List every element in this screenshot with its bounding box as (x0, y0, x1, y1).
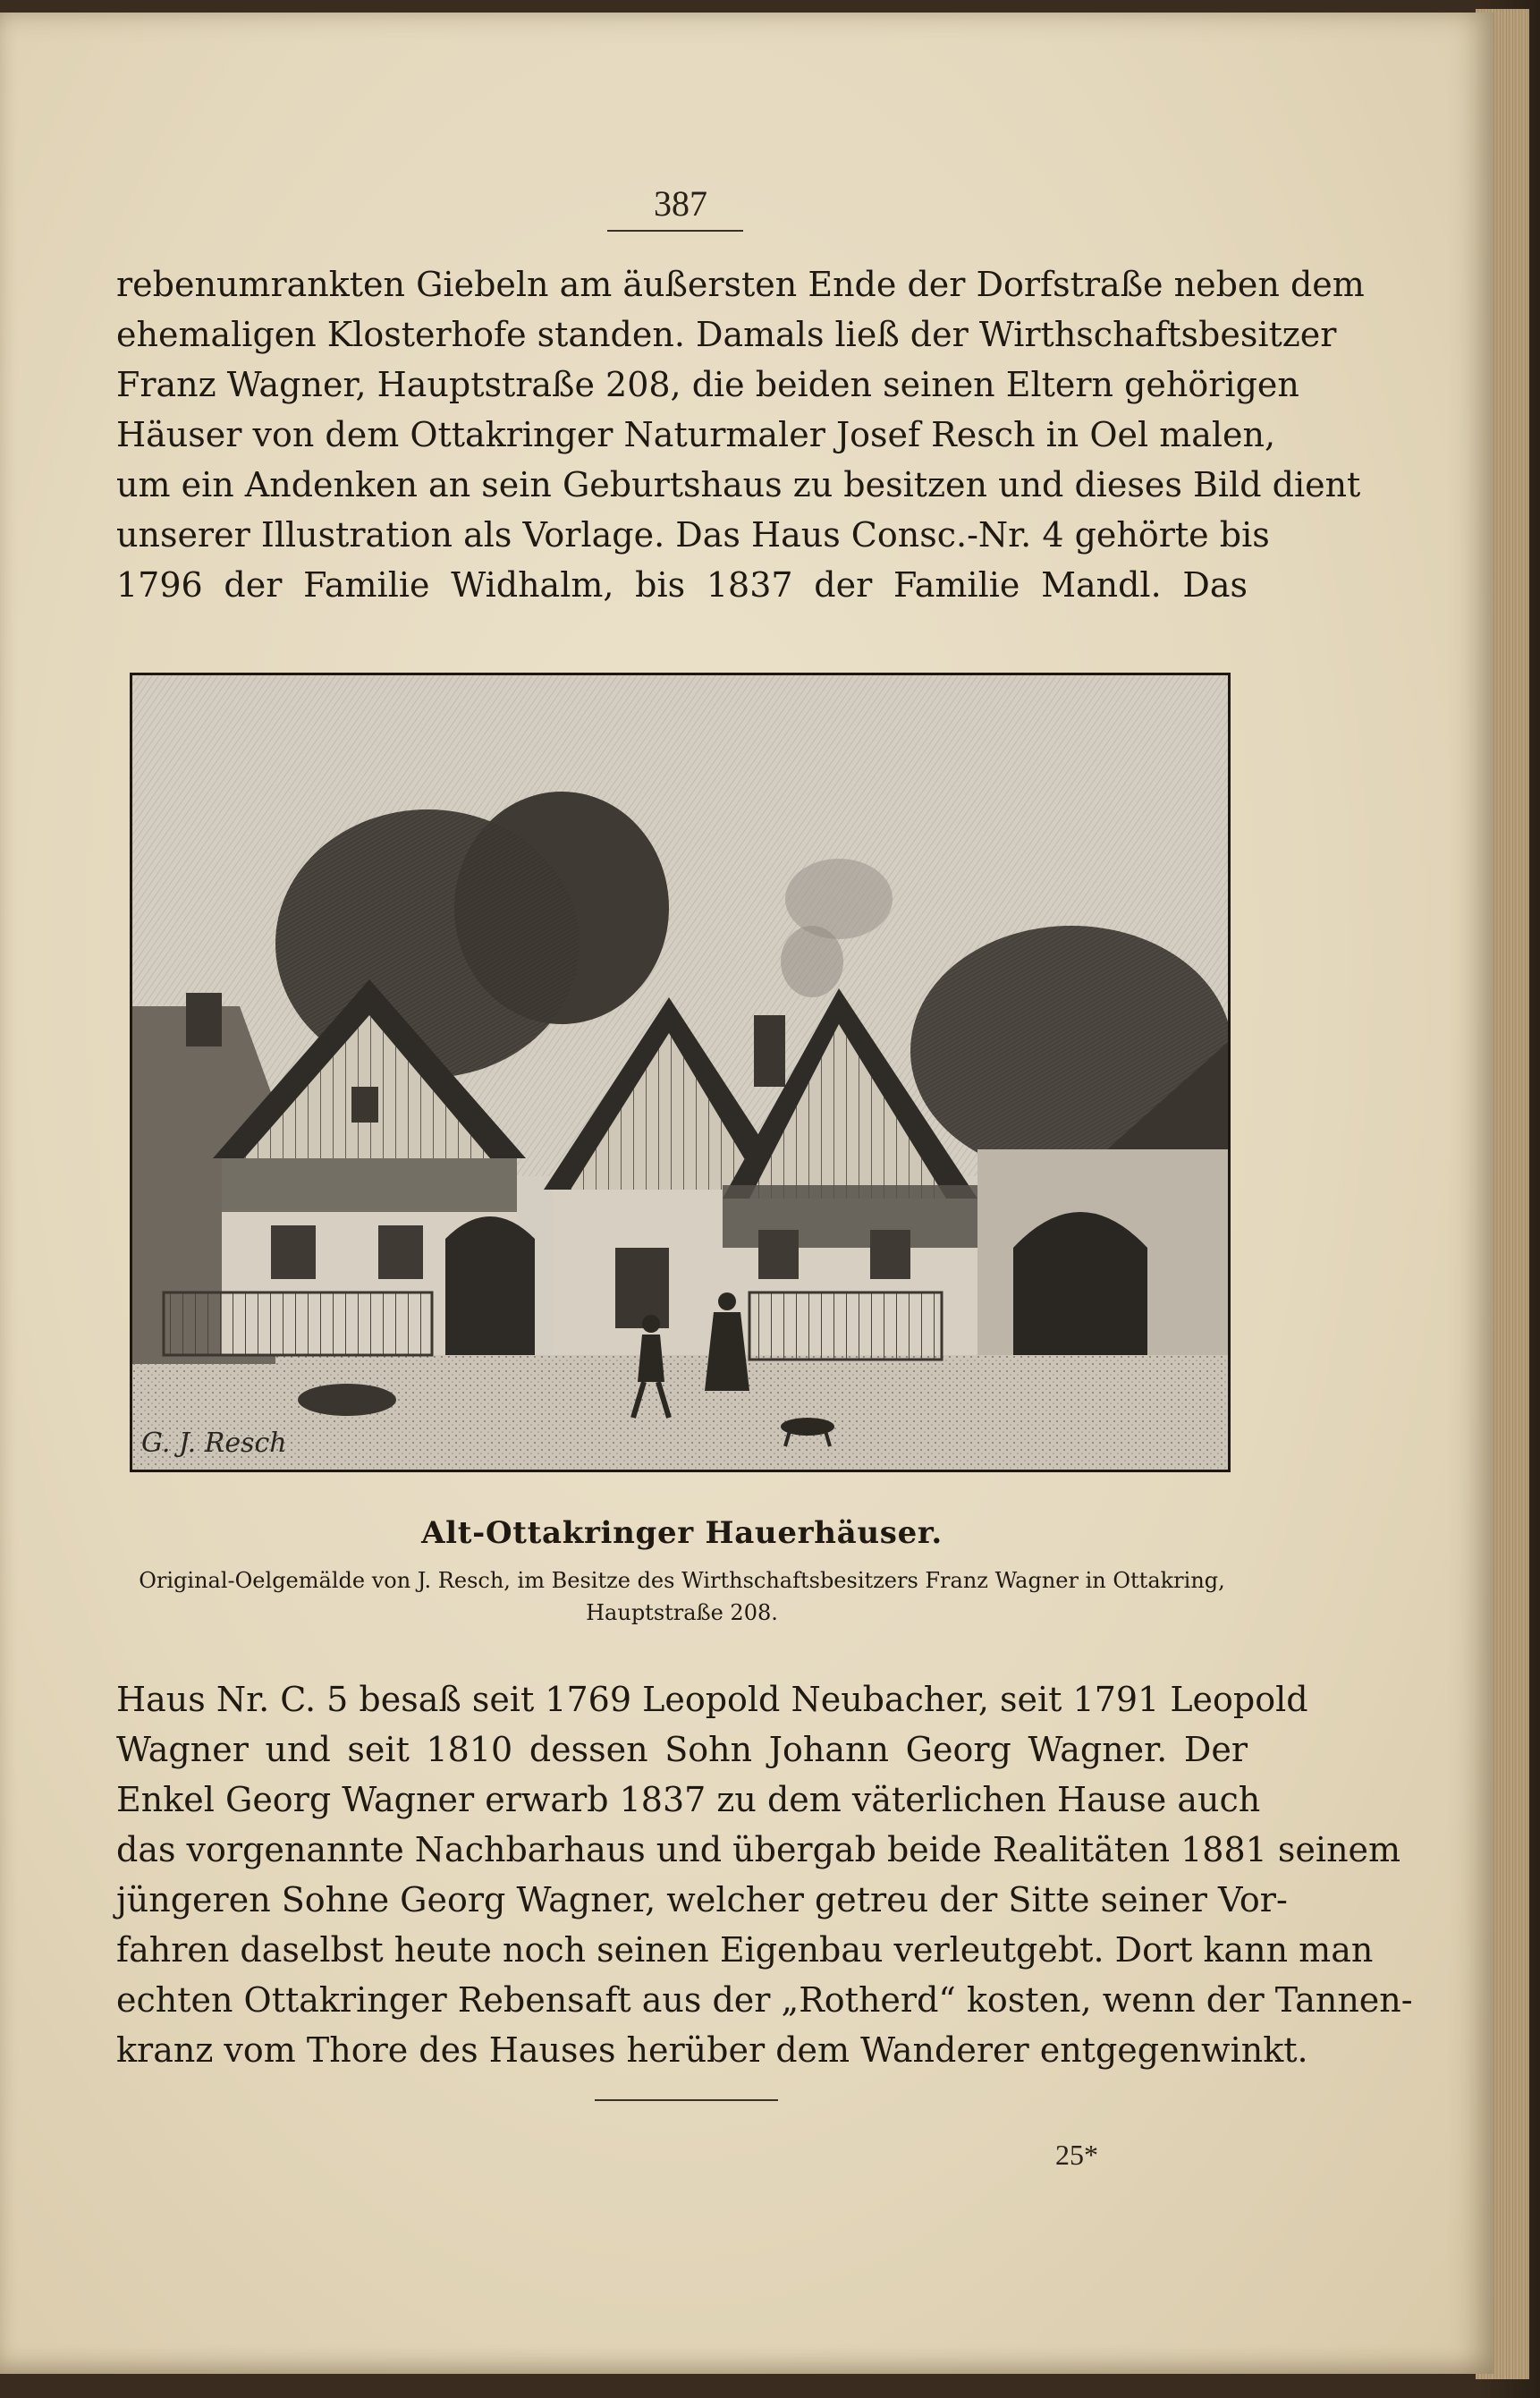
caption-line: Original-Oelgemälde von J. Resch, im Besitze des Wirthschaftsbesitzers Franz Wagner in Ottakring, (139, 1568, 1225, 1593)
text-line: 1796 der Familie Widhalm, bis 1837 der Familie Mandl. Das (116, 565, 1248, 605)
cart (298, 1384, 396, 1416)
page-number: 387 (654, 183, 707, 224)
text-line: um ein Andenken an sein Geburtshaus zu besitzen und dieses Bild dient (116, 465, 1361, 504)
chimney-smoke (785, 859, 893, 939)
text-line: kranz vom Thore des Hauses herüber dem Wanderer entgegenwinkt. (116, 2030, 1308, 2070)
text-line: echten Ottakringer Rebensaft aus der „Rotherd“ kosten, wenn der Tannen- (116, 1980, 1413, 2020)
text-line: unserer Illustration als Vorlage. Das Haus Consc.-Nr. 4 gehörte bis (116, 515, 1270, 555)
caption-line: Hauptstraße 208. (586, 1600, 778, 1625)
painter-signature: G. J. Resch (141, 1428, 287, 1459)
page-number-rule (607, 230, 743, 232)
house-1-window (271, 1225, 316, 1279)
house-1-vines (222, 1158, 517, 1212)
chimney-smoke (781, 926, 843, 997)
house-1-window (378, 1225, 423, 1279)
text-line: Häuser von dem Ottakringer Naturmaler Josef Resch in Oel malen, (116, 415, 1276, 454)
house-1-gate (445, 1216, 535, 1355)
text-line: Franz Wagner, Hauptstraße 208, die beiden seinen Eltern gehörigen (116, 365, 1299, 404)
house-2-door (615, 1248, 669, 1328)
paragraph-bottom (116, 1674, 1413, 2075)
fence-right (749, 1292, 942, 1360)
house-3-window (870, 1230, 910, 1279)
paragraph-top (116, 259, 1365, 610)
text-line: Haus Nr. C. 5 besaß seit 1769 Leopold Neubacher, seit 1791 Leopold (116, 1680, 1308, 1719)
caption-title: Alt-Ottakringer Hauerhäuser. (421, 1515, 943, 1551)
caption-subtitle (107, 1564, 1257, 1629)
engraving-scene (132, 675, 1228, 1470)
text-line: das vorgenannte Nachbarhaus und übergab beide Realitäten 1881 seinem (116, 1830, 1401, 1869)
text-line: jüngeren Sohne Georg Wagner, welcher getreu der Sitte seiner Vor- (116, 1880, 1288, 1919)
text-line: rebenumrankten Giebeln am äußersten Ende der Dorfstraße neben dem (116, 265, 1365, 304)
book-page (0, 13, 1493, 2374)
illustration-houses (130, 673, 1231, 1472)
house-1-attic-window (351, 1087, 378, 1123)
courtyard-arch-gate (1013, 1212, 1147, 1355)
chimney (186, 993, 222, 1046)
section-end-rule (595, 2099, 778, 2101)
road-texture (132, 1355, 1228, 1470)
text-line: fahren daselbst heute noch seinen Eigenbau verleutgebt. Dort kann man (116, 1930, 1374, 1970)
house-3-window (758, 1230, 799, 1279)
text-line: Wagner und seit 1810 dessen Sohn Johann Georg Wagner. Der (116, 1730, 1248, 1769)
chimney (754, 1015, 785, 1087)
text-line: Enkel Georg Wagner erwarb 1837 zu dem väterlichen Hause auch (116, 1780, 1261, 1819)
fence-left (164, 1292, 432, 1355)
text-line: ehemaligen Klosterhofe standen. Damals ließ der Wirthschaftsbesitzer (116, 315, 1337, 354)
printer-signature-mark: 25* (1055, 2139, 1098, 2171)
